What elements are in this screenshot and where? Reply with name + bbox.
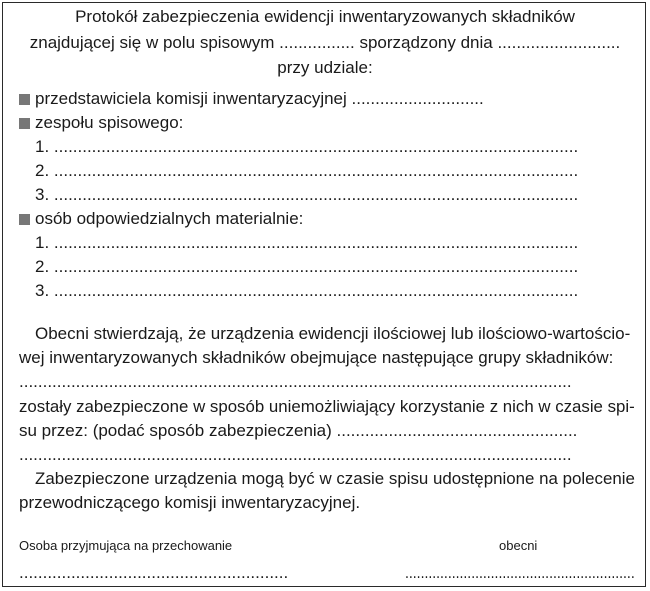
team-line-1: 1. ............................................................................................................... [35,137,579,156]
bullet-square-icon [19,94,30,105]
signature-left-line: ......................................................... [19,563,289,582]
title-line-1: Protokół zabezpieczenia ewidencji inwentaryzowanych składników [75,7,575,26]
responsible-line-1: 1. ............................................................................................................... [35,233,579,252]
team-line-3: 3. ............................................................................................................... [35,185,579,204]
responsible-line-3: 3. ............................................................................................................... [35,281,579,300]
statement-line-2: wej inwentaryzowanych składników obejmujące następujące grupy składników: [19,348,614,367]
statement-line-7: Zabezpieczone urządzenia mogą być w czasie spisu udostępnione na polecenie [35,469,635,488]
title-line-2: znajdującej się w polu spisowym ................ sporządzony dnia .......................... [29,33,621,52]
statement-line-1: Obecni stwierdzają, że urządzenia ewidencji ilościowej lub ilościowo-wartościo- [35,324,631,343]
bullet-square-icon [19,118,30,129]
statement-line-6: ..................................................................................................................... [19,445,572,464]
bullet-square-icon [19,214,30,225]
statement-line-3: ..................................................................................................................... [19,372,572,391]
signature-right-label: obecni [499,538,538,553]
title-line-3: przy udziale: [277,58,373,77]
responsible-line-2: 2. ............................................................................................................... [35,257,579,276]
statement-line-8: przewodniczącego komisji inwentaryzacyjnej. [19,493,361,512]
protocol-frame [2,2,646,587]
team-line-2: 2. ............................................................................................................... [35,161,579,180]
statement-line-5: su przez: (podać sposób zabezpieczenia) ................................................... [19,421,578,440]
representative-line: przedstawiciela komisji inwentaryzacyjnej ............................ [35,89,484,108]
team-heading: zespołu spisowego: [35,113,184,132]
signature-left-label: Osoba przyjmująca na przechowanie [19,538,233,553]
statement-line-4: zostały zabezpieczone w sposób uniemożliwiający korzystanie z nich w czasie spi- [19,397,635,416]
responsible-heading: osób odpowiedzialnych materialnie: [35,209,304,228]
signature-right-line: ........................................................... [405,563,635,582]
